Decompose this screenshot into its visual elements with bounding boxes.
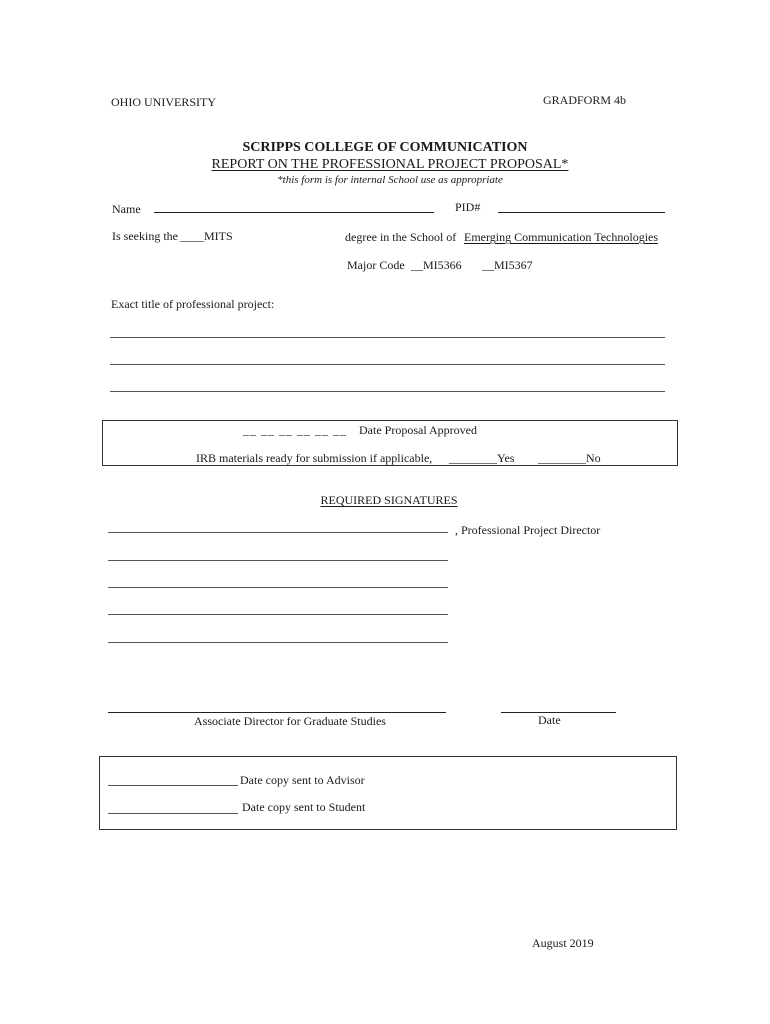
irb-label: IRB materials ready for submission if applicable, [196,451,433,465]
project-title-line-3[interactable] [110,391,665,392]
pid-field-line[interactable] [498,212,665,213]
name-label: Name [112,202,141,216]
irb-no-option[interactable] [538,451,601,466]
major-code-option-1[interactable] [411,258,462,273]
signature-date-label: Date [538,713,561,727]
advisor-copy-label: Date copy sent to Advisor [240,773,365,787]
committee-signature-line-1[interactable] [108,560,448,561]
irb-yes-option[interactable] [449,451,514,466]
director-label: , Professional Project Director [455,523,601,537]
committee-signature-line-3[interactable] [108,614,448,615]
major-code-2: MI5367 [494,258,533,272]
major-code-label: Major Code [347,258,405,272]
no-label: No [586,451,601,465]
pid-label: PID# [455,200,481,214]
degree-blank[interactable] [180,229,233,244]
institution-name: OHIO UNIVERSITY [111,95,216,109]
form-id: GRADFORM 4b [543,93,627,107]
major-blank-1: __ [411,258,423,272]
date-approved-label: Date Proposal Approved [359,423,477,437]
director-signature-line[interactable] [108,532,448,533]
yes-blank: ________ [449,451,497,465]
associate-director-signature-line[interactable] [108,712,446,713]
name-field-line[interactable] [154,212,434,213]
degree-prefix: ____ [180,229,204,243]
advisor-date-line[interactable] [108,785,238,786]
signatures-heading: REQUIRED SIGNATURES [320,493,458,507]
copy-sent-box [99,756,677,830]
report-title: REPORT ON THE PROFESSIONAL PROJECT PROPOSAL* [211,157,569,172]
student-copy-label: Date copy sent to Student [242,800,366,814]
seeking-label: Is seeking the [112,229,178,243]
project-title-line-2[interactable] [110,364,665,365]
associate-director-label: Associate Director for Graduate Studies [194,714,386,728]
school-name: Emerging Communication Technologies [464,230,659,244]
major-blank-2: __ [482,258,494,272]
no-blank: ________ [538,451,586,465]
yes-label: Yes [497,451,515,465]
revision-date: August 2019 [532,936,594,950]
major-code-option-2[interactable] [482,258,533,273]
major-code-1: MI5366 [423,258,462,272]
degree-in-label: degree in the School of [345,230,457,244]
committee-signature-line-2[interactable] [108,587,448,588]
college-title: SCRIPPS COLLEGE OF COMMUNICATION [242,140,528,155]
project-title-line-1[interactable] [110,337,665,338]
approval-date-blank[interactable]: __ __ __ __ __ __ [243,423,347,437]
degree-name: MITS [204,229,233,243]
committee-signature-line-4[interactable] [108,642,448,643]
internal-use-note: *this form is for internal School use as appropriate [277,174,503,186]
project-title-label: Exact title of professional project: [111,297,275,311]
student-date-line[interactable] [108,813,238,814]
